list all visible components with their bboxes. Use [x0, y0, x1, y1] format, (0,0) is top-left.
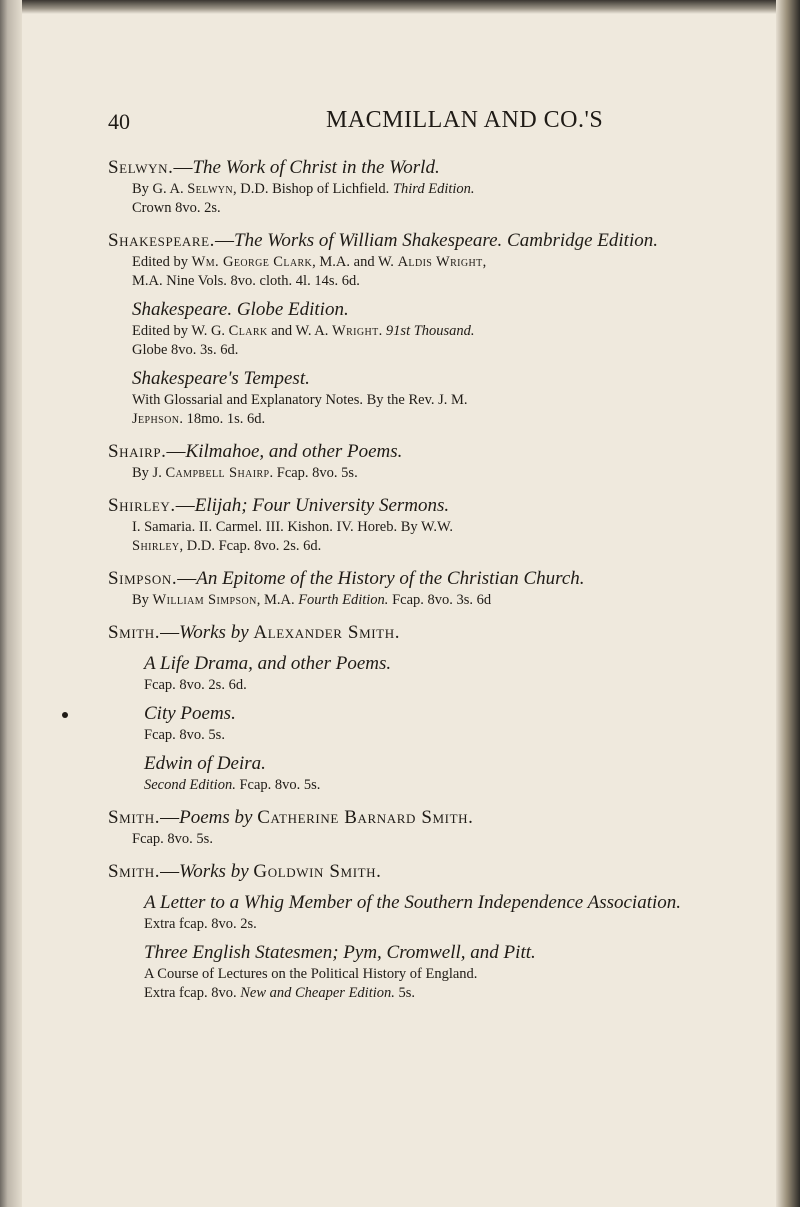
book-detail: Crown 8vo. 2s.: [132, 200, 221, 216]
page-top-edge: [0, 0, 800, 14]
book-title: A Letter to a Whig Member of the Southern Independence Association.: [144, 892, 682, 913]
book-detail: M.A. Nine Vols. 8vo. cloth. 4l. 14s. 6d.: [132, 273, 360, 289]
book-detail: By William Simpson, M.A. Fourth Edition. Fcap. 8vo. 3s. 6d: [132, 592, 492, 608]
entry-shairp: Shairp.—Kilmahoe, and other Poems. By J. Campbell Shairp. Fcap. 8vo. 5s.: [108, 439, 760, 483]
entry-smith-goldwin: Smith.—Works by Goldwin Smith. A Letter to a Whig Member of the Southern Independence Association. Extra fcap. 8vo. 2s. Three English Statesmen; Pym, Cromwell, and Pitt. A Course of Lectures on the Political History of England. Extra fcap. 8vo. New and Cheaper Edition. 5s.: [108, 859, 760, 1003]
entry-smith-catherine: Smith.—Poems by Catherine Barnard Smith. Fcap. 8vo. 5s.: [108, 805, 760, 849]
book-title: Three English Statesmen; Pym, Cromwell, and Pitt.: [144, 942, 536, 963]
author-name: Alexander Smith.: [253, 622, 401, 643]
running-head: [108, 105, 760, 145]
margin-bullet-mark: [62, 712, 68, 718]
page-right-edge: [776, 0, 800, 1207]
book-title: A Life Drama, and other Poems.: [144, 653, 392, 674]
book-title: The Works of William Shakespeare. Cambridge Edition.: [234, 230, 658, 251]
book-title: An Epitome of the History of the Christian Church.: [196, 568, 585, 589]
author-name: Shakespeare.: [108, 230, 216, 251]
book-detail: Extra fcap. 8vo. 2s.: [144, 916, 257, 932]
book-title: Elijah; Four University Sermons.: [194, 495, 450, 516]
book-detail: Jephson. 18mo. 1s. 6d.: [132, 411, 266, 427]
book-detail: Shirley, D.D. Fcap. 8vo. 2s. 6d.: [132, 538, 322, 554]
catalogue-page: [108, 105, 760, 1003]
author-name: Simpson.: [108, 568, 178, 589]
book-detail: Fcap. 8vo. 5s.: [132, 831, 213, 847]
author-name: Goldwin Smith.: [253, 861, 382, 882]
book-detail: I. Samaria. II. Carmel. III. Kishon. IV. Horeb. By W.W.: [132, 519, 453, 535]
book-detail: Fcap. 8vo. 2s. 6d.: [144, 677, 247, 693]
author-name: Shirley.: [108, 495, 176, 516]
entry-shakespeare: Shakespeare.—The Works of William Shakespeare. Cambridge Edition. Edited by Wm. George Clark, M.A. and W. Aldis Wright, M.A. Nine Vols. 8vo. cloth. 4l. 14s. 6d. Shakespeare. Globe Edition. Edited by W. G. Clark and W. A. Wright. 91st Thousand. Globe 8vo. 3s. 6d. Shakespeare's Tempest. With Glossarial and Explanatory Notes. By the Rev. J. M. Jephson. 18mo. 1s. 6d.: [108, 228, 760, 429]
book-detail: Globe 8vo. 3s. 6d.: [132, 342, 239, 358]
page-left-edge: [0, 0, 22, 1207]
author-name: Selwyn.: [108, 157, 174, 178]
book-title: Edwin of Deira.: [144, 753, 266, 774]
author-name: Shairp.: [108, 441, 167, 462]
book-title: Shakespeare. Globe Edition.: [132, 299, 349, 320]
author-name: Smith.: [108, 622, 161, 643]
book-detail: Second Edition. Fcap. 8vo. 5s.: [144, 777, 321, 793]
book-detail: With Glossarial and Explanatory Notes. By the Rev. J. M.: [132, 392, 468, 408]
book-detail: Edited by Wm. George Clark, M.A. and W. Aldis Wright,: [132, 254, 487, 270]
entry-shirley: Shirley.—Elijah; Four University Sermons. I. Samaria. II. Carmel. III. Kishon. IV. Horeb. By W.W. Shirley, D.D. Fcap. 8vo. 2s. 6d.: [108, 493, 760, 556]
book-detail: A Course of Lectures on the Political History of England.: [144, 966, 478, 982]
entry-smith-alexander: Smith.—Works by Alexander Smith. A Life Drama, and other Poems. Fcap. 8vo. 2s. 6d. City Poems. Fcap. 8vo. 5s. Edwin of Deira. Second Edition. Fcap. 8vo. 5s.: [108, 620, 760, 795]
publisher-header: MACMILLAN AND CO.'S: [326, 107, 604, 133]
entry-simpson: Simpson.—An Epitome of the History of the Christian Church. By William Simpson, M.A. Fourth Edition. Fcap. 8vo. 3s. 6d: [108, 566, 760, 610]
book-title: The Work of Christ in the World.: [192, 157, 440, 178]
author-name: Smith.: [108, 807, 161, 828]
book-detail: Extra fcap. 8vo. New and Cheaper Edition. 5s.: [144, 985, 416, 1001]
book-title: City Poems.: [144, 703, 236, 724]
book-detail: By G. A. Selwyn, D.D. Bishop of Lichfield. Third Edition.: [132, 181, 475, 197]
book-title: Kilmahoe, and other Poems.: [185, 441, 403, 462]
book-detail: By J. Campbell Shairp. Fcap. 8vo. 5s.: [132, 465, 358, 481]
book-detail: Fcap. 8vo. 5s.: [144, 727, 225, 743]
entry-selwyn: Selwyn.—The Work of Christ in the World. By G. A. Selwyn, D.D. Bishop of Lichfield. Third Edition. Crown 8vo. 2s.: [108, 155, 760, 218]
book-detail: Edited by W. G. Clark and W. A. Wright. 91st Thousand.: [132, 323, 475, 339]
author-name: Catherine Barnard Smith.: [257, 807, 474, 828]
book-title: Shakespeare's Tempest.: [132, 368, 310, 389]
author-name: Smith.: [108, 861, 161, 882]
page-number: 40: [108, 109, 130, 134]
